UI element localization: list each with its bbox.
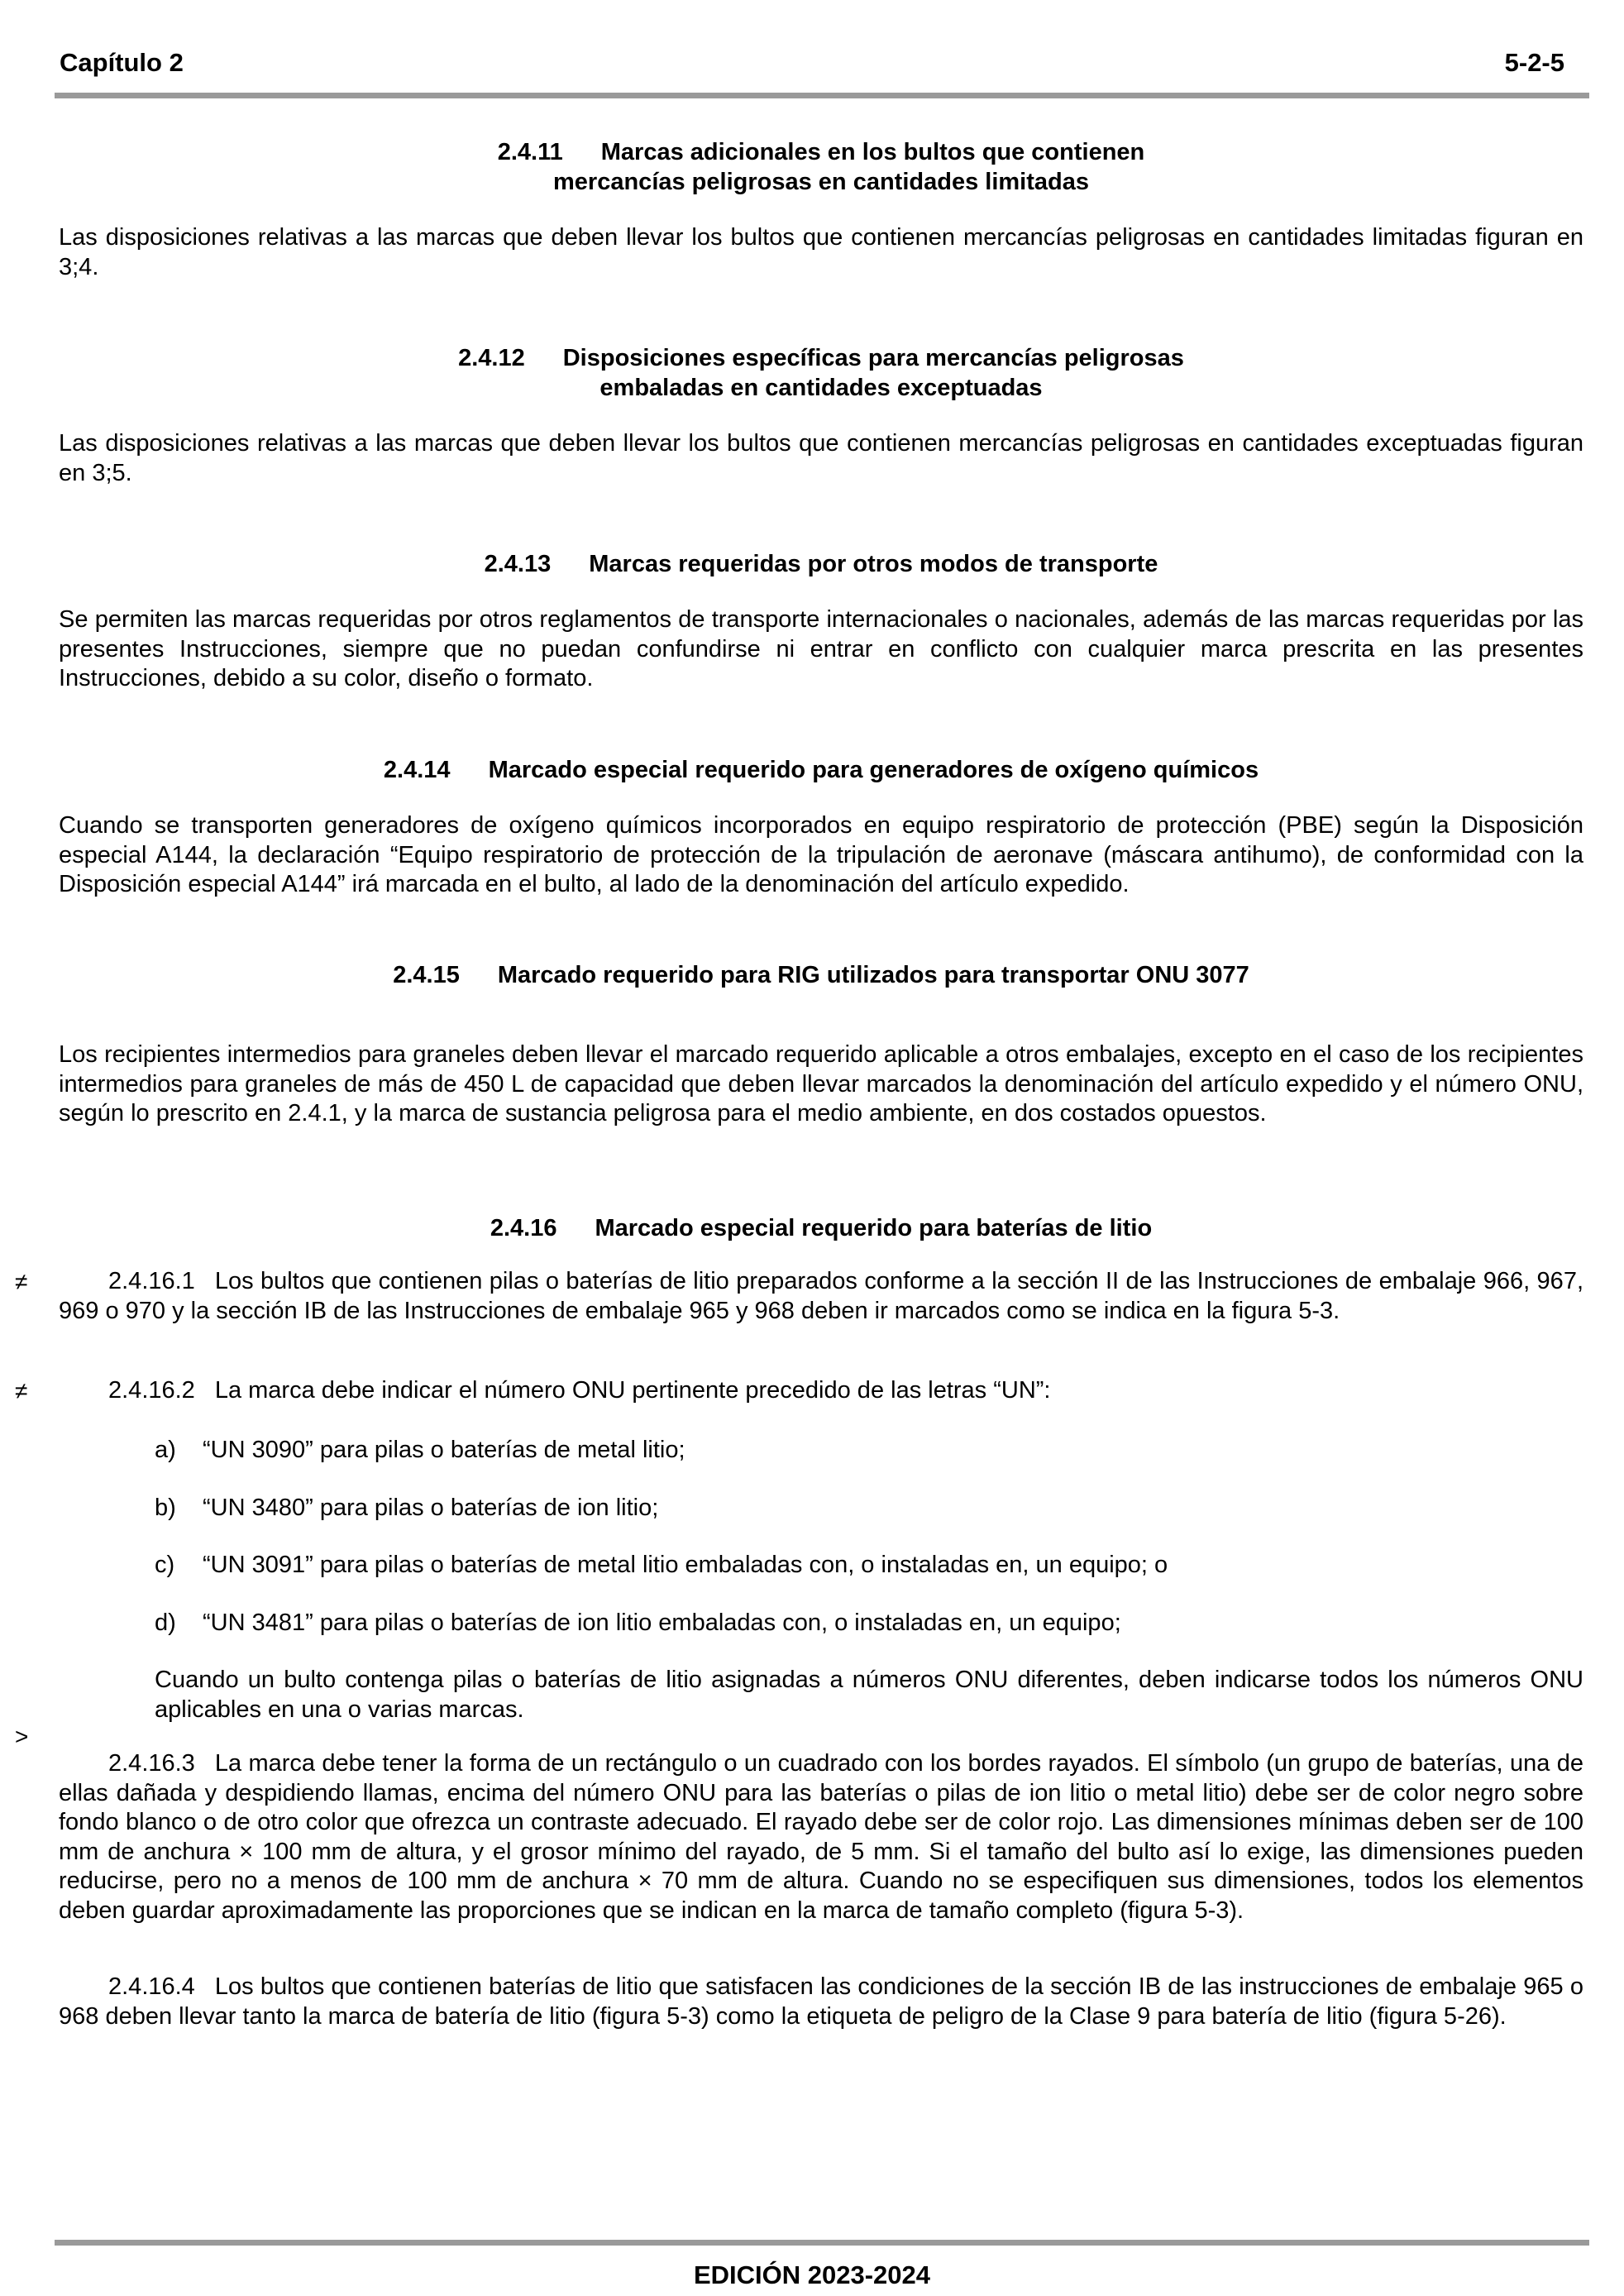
list-item [155, 1435, 685, 1465]
list-item-text: “UN 3481” para pilas o baterías de ion litio embaladas con, o instaladas en, un equipo; [203, 1610, 1121, 1636]
chapter-label: Capítulo 2 [60, 48, 184, 77]
list-item-letter: d) [155, 1610, 176, 1636]
section-title-continued: mercancías peligrosas en cantidades limitadas [553, 169, 1089, 195]
section-title: Marcado especial requerido para baterías de litio [595, 1215, 1153, 1241]
section-number: 2.4.15 [393, 962, 460, 988]
subsection-number: 2.4.16.1 [108, 1268, 195, 1294]
subsection-2-4-16-3 [59, 1749, 1583, 1925]
section-title: Disposiciones específicas para mercancías peligrosas [562, 345, 1184, 371]
list-item [155, 1493, 658, 1523]
section-title-continued: embaladas en cantidades exceptuadas [599, 375, 1043, 401]
section-heading-2-4-11 [59, 137, 1583, 197]
section-heading-2-4-12 [59, 343, 1583, 403]
section-number: 2.4.12 [458, 345, 525, 371]
section-number: 2.4.11 [497, 139, 563, 165]
subsection-number: 2.4.16.2 [108, 1377, 195, 1404]
page-header [58, 48, 1583, 84]
footer-rule [55, 2240, 1589, 2246]
subsection-body: La marca debe tener la forma de un rectángulo o un cuadrado con los bordes rayados. El símbolo (un grupo de baterías, una de ellas dañada y despidiendo llamas, encima del número ONU para las baterías o pilas de ion litio o metal litio) debe ser de color negro sobre fondo blanco o de otro color que ofrezca un contraste adecuado. El rayado debe ser de color rojo. Las dimensiones mínimas deben ser de 100 mm de anchura × 100 mm de altura, y el grosor mínimo del rayado, de 5 mm. Si el tamaño del bulto así lo exige, las dimensiones pueden reducirse, pero no a menos de 100 mm de anchura × 70 mm de altura. Cuando no se especifiquen sus dimensiones, todos los elementos deben guardar aproximadamente las proporciones que se indican en la marca de tamaño completo (figura 5-3). [59, 1750, 1583, 1924]
edition-footer: EDICIÓN 2023-2024 [693, 2260, 931, 2289]
revision-mark: ≠ [15, 1269, 28, 1294]
subsection-note: Cuando un bulto contenga pilas o baterías de litio asignadas a números ONU diferentes, deben indicarse todos los números ONU aplicables en una o varias marcas. [155, 1667, 1583, 1723]
section-number: 2.4.16 [490, 1215, 557, 1241]
section-number: 2.4.13 [484, 551, 552, 577]
list-item-letter: a) [155, 1437, 176, 1463]
section-body-2-4-11: Las disposiciones relativas a las marcas que deben llevar los bultos que contienen mercancías peligrosas en cantidades limitadas figuran en 3;4. [59, 224, 1583, 280]
section-heading-2-4-15 [59, 960, 1583, 990]
revision-mark: > [15, 1724, 29, 1749]
section-body-2-4-13: Se permiten las marcas requeridas por otros reglamentos de transporte internacionales o nacionales, además de las marcas requeridas por las presentes Instrucciones, siempre que no puedan confundirse ni entrar en conflicto con cualquier marca prescrita en las presentes Instrucciones, debido a su color, diseño o formato. [59, 606, 1583, 691]
list-item [155, 1550, 1168, 1580]
section-title: Marcas adicionales en los bultos que contienen [600, 139, 1145, 165]
page-number: 5-2-5 [1504, 48, 1564, 77]
subsection-2-4-16-4 [59, 1973, 1583, 2031]
subsection-body: La marca debe indicar el número ONU pertinente precedido de las letras “UN”: [214, 1377, 1051, 1404]
subsection-2-4-16-1 [59, 1267, 1583, 1326]
list-item-text: “UN 3480” para pilas o baterías de ion litio; [203, 1495, 659, 1521]
section-title: Marcado requerido para RIG utilizados para transportar ONU 3077 [497, 962, 1249, 988]
subsection-number: 2.4.16.4 [108, 1973, 195, 2000]
list-item [155, 1608, 1121, 1638]
section-number: 2.4.14 [383, 757, 451, 783]
subsection-number: 2.4.16.3 [108, 1750, 195, 1777]
section-heading-2-4-13 [59, 549, 1583, 579]
section-title: Marcado especial requerido para generadores de oxígeno químicos [488, 757, 1259, 783]
section-body-2-4-15: Los recipientes intermedios para graneles deben llevar el marcado requerido aplicable a otros embalajes, excepto en el caso de los recipientes intermedios para graneles de más de 450 L de capacidad que deben llevar marcados la denominación del artículo expedido y el número ONU, según lo prescrito en 2.4.1, y la marca de sustancia peligrosa para el medio ambiente, en dos costados opuestos. [59, 1041, 1583, 1126]
header-rule [55, 93, 1589, 98]
subsection-body: Los bultos que contienen baterías de litio que satisfacen las condiciones de la sección IB de las instrucciones de embalaje 965 o 968 deben llevar tanto la marca de batería de litio (figura 5-3) como la etiqueta de peligro de la Clase 9 para batería de litio (figura 5-26). [59, 1973, 1583, 2030]
section-title: Marcas requeridas por otros modos de transporte [589, 551, 1158, 577]
list-item-letter: b) [155, 1495, 176, 1521]
revision-mark: ≠ [15, 1378, 28, 1404]
section-body-2-4-14: Cuando se transporten generadores de oxígeno químicos incorporados en equipo respiratorio de protección (PBE) según la Disposición especial A144, la declaración “Equipo respiratorio de protección de la tripulación de aeronave (máscara antihumo), de conformidad con la Disposición especial A144” irá marcada en el bulto, al lado de la denominación del artículo expedido. [59, 812, 1583, 897]
subsection-body: Los bultos que contienen pilas o baterías de litio preparados conforme a la sección II de las Instrucciones de embalaje 966, 967, 969 o 970 y la sección IB de las Instrucciones de embalaje 965 y 968 deben ir marcados como se indica en la figura 5-3. [59, 1268, 1583, 1324]
section-heading-2-4-16 [59, 1213, 1583, 1243]
section-heading-2-4-14 [59, 755, 1583, 785]
subsection-2-4-16-2 [59, 1376, 1583, 1406]
list-item-text: “UN 3091” para pilas o baterías de metal litio embaladas con, o instaladas en, un equipo; o [203, 1552, 1168, 1578]
list-item-text: “UN 3090” para pilas o baterías de metal litio; [203, 1437, 685, 1463]
list-item-letter: c) [155, 1552, 175, 1578]
section-body-2-4-12: Las disposiciones relativas a las marcas que deben llevar los bultos que contienen mercancías peligrosas en cantidades exceptuadas figuran en 3;5. [59, 430, 1583, 486]
